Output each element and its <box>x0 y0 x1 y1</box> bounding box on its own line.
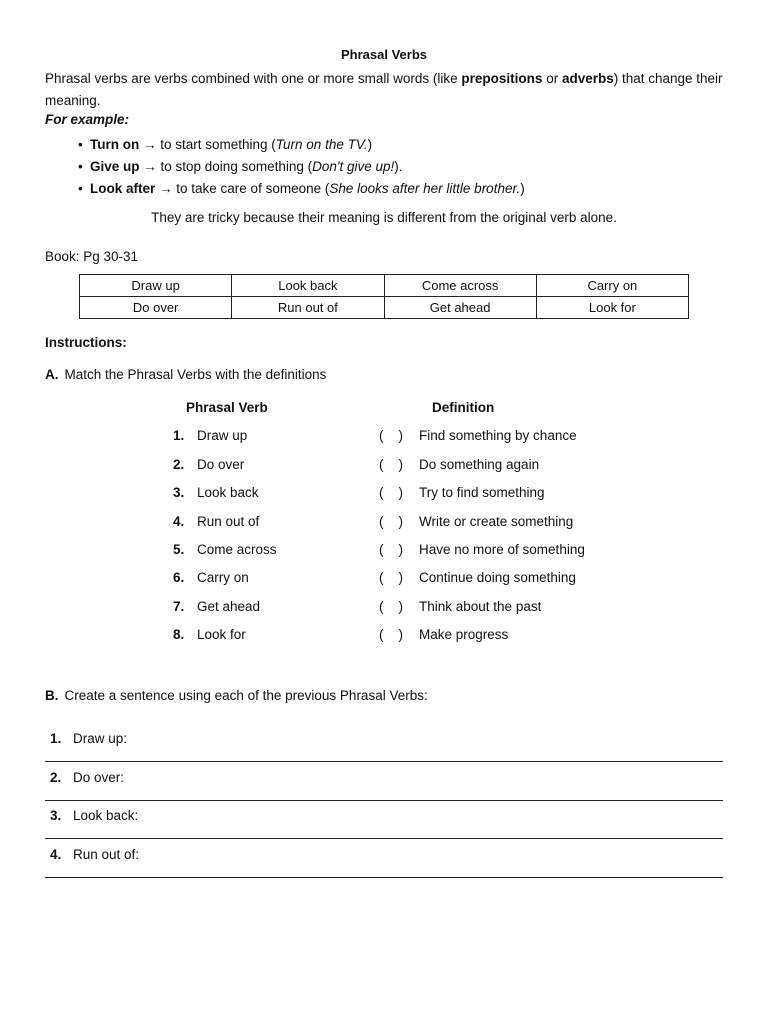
match-definition: Think about the past <box>419 599 542 614</box>
example-item <box>78 156 525 178</box>
instructions-heading: Instructions: <box>45 335 127 350</box>
match-row <box>0 542 768 564</box>
match-verb: Come across <box>197 542 277 557</box>
intro-text-2: or <box>542 71 562 86</box>
example-sample: Turn on the TV. <box>275 137 368 152</box>
table-cell: Run out of <box>232 297 384 319</box>
table-cell: Look back <box>232 275 384 297</box>
match-number: 4. <box>173 514 185 529</box>
bullet-icon: • <box>78 181 83 196</box>
match-answer-blank[interactable]: ( ) <box>379 570 403 585</box>
example-verb: Look after <box>90 181 156 196</box>
for-example-label: For example: <box>45 112 130 127</box>
example-end: ). <box>394 159 403 174</box>
sentence-number: 3. <box>50 808 62 823</box>
match-row <box>0 428 768 450</box>
section-b-heading <box>45 688 428 703</box>
table-row <box>80 275 689 297</box>
table-cell: Draw up <box>80 275 232 297</box>
example-end: ) <box>520 181 525 196</box>
table-cell: Do over <box>80 297 232 319</box>
match-answer-blank[interactable]: ( ) <box>379 542 403 557</box>
table-cell: Come across <box>384 275 536 297</box>
sentence-label: Do over: <box>73 770 125 785</box>
match-header-verb: Phrasal Verb <box>186 400 268 415</box>
intro-text-3: ) that change their meaning. <box>45 71 723 108</box>
match-answer-blank[interactable]: ( ) <box>379 428 403 443</box>
intro-bold-prepositions: prepositions <box>461 71 543 86</box>
intro-bold-adverbs: adverbs <box>561 71 614 86</box>
example-meaning: → to stop doing something ( <box>139 159 313 174</box>
tricky-note: They are tricky because their meaning is different from the original verb alone. <box>151 210 617 225</box>
match-definition: Do something again <box>419 457 540 472</box>
example-verb: Give up <box>90 159 140 174</box>
match-verb: Look for <box>197 627 246 642</box>
match-number: 8. <box>173 627 185 642</box>
sentence-line[interactable] <box>45 731 723 762</box>
match-verb: Carry on <box>197 570 249 585</box>
section-a-text: Match the Phrasal Verbs with the definitions <box>64 367 327 382</box>
example-item <box>78 134 525 156</box>
page-title: Phrasal Verbs <box>341 47 427 62</box>
match-number: 6. <box>173 570 185 585</box>
match-row <box>0 457 768 479</box>
match-verb: Do over <box>197 457 245 472</box>
example-sample: Don't give up! <box>312 159 395 174</box>
sentence-label: Look back: <box>73 808 139 823</box>
match-definition: Make progress <box>419 627 509 642</box>
example-sample: She looks after her little brother. <box>329 181 521 196</box>
match-answer-blank[interactable]: ( ) <box>379 485 403 500</box>
match-answer-blank[interactable]: ( ) <box>379 599 403 614</box>
match-row <box>0 627 768 649</box>
intro-paragraph <box>45 68 735 112</box>
match-answer-blank[interactable]: ( ) <box>379 514 403 529</box>
intro-text-1: Phrasal verbs are verbs combined with one or more small words (like <box>45 71 462 86</box>
example-verb: Turn on <box>90 137 140 152</box>
match-header-definition: Definition <box>432 400 495 415</box>
example-item <box>78 178 525 200</box>
sentence-line[interactable] <box>45 808 723 839</box>
match-definition: Write or create something <box>419 514 574 529</box>
match-verb: Draw up <box>197 428 248 443</box>
match-answer-blank[interactable]: ( ) <box>379 457 403 472</box>
table-row <box>80 297 689 319</box>
section-a-letter: A. <box>45 367 59 382</box>
match-number: 1. <box>173 428 185 443</box>
match-row <box>0 514 768 536</box>
match-definition: Find something by chance <box>419 428 577 443</box>
match-verb: Run out of <box>197 514 260 529</box>
match-number: 5. <box>173 542 185 557</box>
book-reference: Book: Pg 30-31 <box>45 249 139 264</box>
sentence-number: 2. <box>50 770 62 785</box>
sentence-label: Run out of: <box>73 847 140 862</box>
sentence-label: Draw up: <box>73 731 128 746</box>
example-meaning: → to take care of someone ( <box>155 181 330 196</box>
match-verb: Get ahead <box>197 599 261 614</box>
table-cell: Carry on <box>536 275 688 297</box>
sentence-line[interactable] <box>45 847 723 878</box>
match-definition: Have no more of something <box>419 542 585 557</box>
examples-list <box>78 134 525 200</box>
match-row <box>0 570 768 592</box>
sentence-line[interactable] <box>45 770 723 801</box>
match-verb: Look back <box>197 485 259 500</box>
match-number: 3. <box>173 485 185 500</box>
example-end: ) <box>367 137 373 152</box>
phrasal-verbs-table <box>79 274 689 319</box>
sentence-number: 1. <box>50 731 62 746</box>
section-b-text: Create a sentence using each of the previous Phrasal Verbs: <box>64 688 428 703</box>
example-meaning: → to start something ( <box>139 137 276 152</box>
match-number: 2. <box>173 457 185 472</box>
section-a-heading <box>45 367 326 382</box>
table-cell: Look for <box>536 297 688 319</box>
match-row <box>0 599 768 621</box>
match-row <box>0 485 768 507</box>
sentence-number: 4. <box>50 847 62 862</box>
match-definition: Try to find something <box>419 485 545 500</box>
section-b-letter: B. <box>45 688 59 703</box>
match-number: 7. <box>173 599 185 614</box>
bullet-icon: • <box>78 137 83 152</box>
match-answer-blank[interactable]: ( ) <box>379 627 403 642</box>
bullet-icon: • <box>78 159 83 174</box>
match-definition: Continue doing something <box>419 570 576 585</box>
table-cell: Get ahead <box>384 297 536 319</box>
